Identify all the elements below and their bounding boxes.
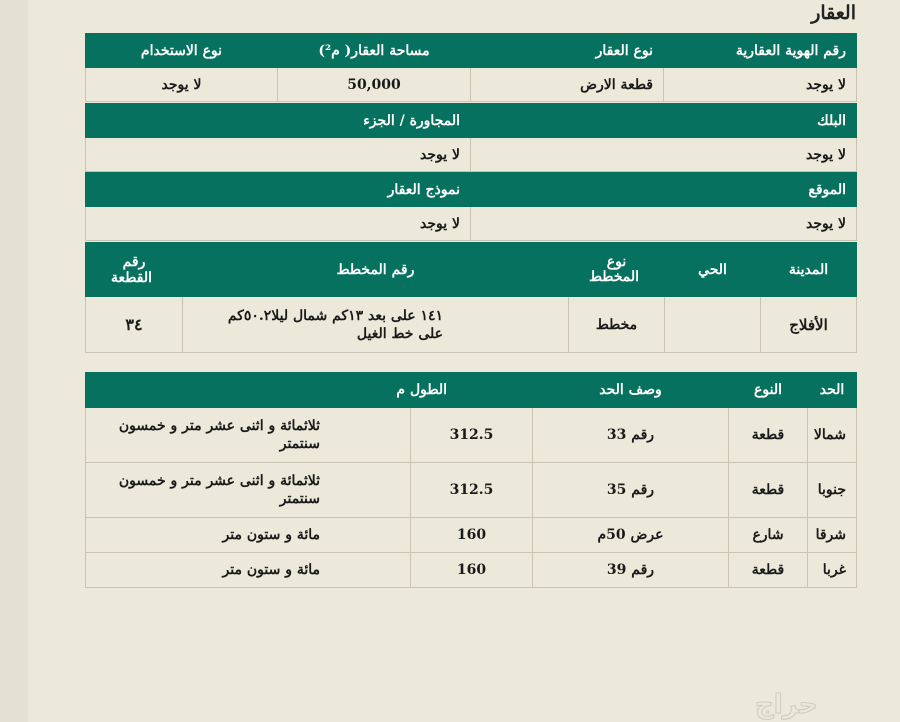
plan-table xyxy=(85,242,857,353)
value-plan-number: ١٤١ على بعد ١٣كم شمال ليلا٥٠.٢كم على خط الغيل xyxy=(183,297,569,353)
bound-type: قطعة xyxy=(729,408,808,463)
bound-length-words: ثلاثمائة و اثنى عشر متر و خمسون سنتمتر xyxy=(86,408,411,463)
bound-length-words: ثلاثمائة و اثنى عشر متر و خمسون سنتمتر xyxy=(86,463,411,518)
table-row xyxy=(86,518,857,553)
bound-length: 312.5 xyxy=(411,408,533,463)
table-row xyxy=(86,408,857,463)
header-property-area: مساحة العقار( م²) xyxy=(278,34,471,68)
property-table xyxy=(85,33,857,102)
bound-length-words: مائة و ستون متر xyxy=(86,553,411,588)
header-usage-type: نوع الاستخدام xyxy=(86,34,278,68)
table-row xyxy=(86,463,857,518)
block-table xyxy=(85,103,857,172)
header-plan-number: رقم المخطط xyxy=(183,243,569,297)
value-parcel-number: ٣٤ xyxy=(86,297,183,353)
header-location: الموقع xyxy=(471,173,857,207)
section-title: العقار xyxy=(811,2,856,24)
haraj-watermark: حراج xyxy=(755,690,818,720)
header-neighborhood-part: المجاورة / الجزء xyxy=(86,104,471,138)
bound-description: رقم 39 xyxy=(533,553,729,588)
value-usage-type: لا يوجد xyxy=(86,68,278,102)
header-block: البلك xyxy=(471,104,857,138)
header-district: الحي xyxy=(665,243,761,297)
value-property-area: 50,000 xyxy=(278,68,471,102)
header-side: الحد xyxy=(808,373,857,408)
value-property-model: لا يوجد xyxy=(86,207,471,241)
bound-length: 160 xyxy=(411,518,533,553)
value-property-id: لا يوجد xyxy=(664,68,857,102)
header-property-type: نوع العقار xyxy=(471,34,664,68)
bound-side: غربا xyxy=(808,553,857,588)
bound-type: قطعة xyxy=(729,463,808,518)
bound-type: قطعة xyxy=(729,553,808,588)
value-district xyxy=(665,297,761,353)
bound-side: جنوبا xyxy=(808,463,857,518)
value-block: لا يوجد xyxy=(471,138,857,172)
value-location: لا يوجد xyxy=(471,207,857,241)
bound-length-words: مائة و ستون متر xyxy=(86,518,411,553)
header-property-id: رقم الهوية العقارية xyxy=(664,34,857,68)
header-type: النوع xyxy=(729,373,808,408)
header-city: المدينة xyxy=(761,243,857,297)
bound-description: عرض 50م xyxy=(533,518,729,553)
bound-length: 312.5 xyxy=(411,463,533,518)
header-parcel-number: رقم القطعة xyxy=(86,243,183,297)
value-city: الأفلاج xyxy=(761,297,857,353)
bound-type: شارع xyxy=(729,518,808,553)
value-plan-type: مخطط xyxy=(569,297,665,353)
bound-side: شرقا xyxy=(808,518,857,553)
value-neighborhood-part: لا يوجد xyxy=(86,138,471,172)
header-property-model: نموذج العقار xyxy=(86,173,471,207)
bound-side: شمالا xyxy=(808,408,857,463)
bounds-table xyxy=(85,372,857,588)
header-plan-type: نوع المخطط xyxy=(569,243,665,297)
table-row xyxy=(86,553,857,588)
bound-description: رقم 33 xyxy=(533,408,729,463)
location-table xyxy=(85,172,857,241)
header-bound-description: وصف الحد xyxy=(533,373,729,408)
bound-description: رقم 35 xyxy=(533,463,729,518)
bound-length: 160 xyxy=(411,553,533,588)
header-length: الطول م xyxy=(86,373,533,408)
value-property-type: قطعة الارض xyxy=(471,68,664,102)
